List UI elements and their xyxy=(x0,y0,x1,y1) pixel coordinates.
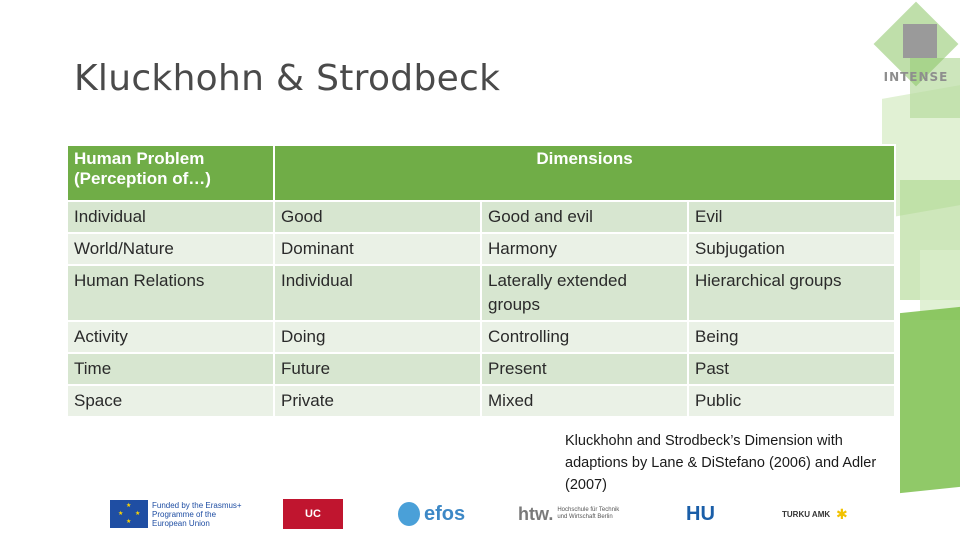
row-dimension-3: Subjugation xyxy=(688,233,895,265)
table-header-row xyxy=(67,145,895,201)
table-row xyxy=(67,265,895,321)
row-dimension-1: Private xyxy=(274,385,481,417)
row-problem: Human Relations xyxy=(67,265,274,321)
partner-logo-strip xyxy=(0,490,960,540)
htw-logo-subtext: Hochschule für Technik und Wirtschaft Berlin xyxy=(557,507,620,520)
eu-flag-icon: ★ ★ ★ ★ xyxy=(110,500,148,528)
uc-logo-text: UC xyxy=(283,499,343,529)
efos-mark-icon xyxy=(398,502,420,526)
table-row xyxy=(67,385,895,417)
brand-logo-text: INTENSE xyxy=(883,70,949,84)
brand-square-icon xyxy=(903,24,937,58)
efos-logo-text: efos xyxy=(424,502,466,525)
row-problem: Activity xyxy=(67,321,274,353)
hu-logo-text: HU xyxy=(686,502,715,525)
row-dimension-2: Good and evil xyxy=(481,201,688,233)
turku-logo-text: TURKU AMK xyxy=(782,509,831,519)
table-row xyxy=(67,233,895,265)
row-dimension-2: Controlling xyxy=(481,321,688,353)
star-icon: ✱ xyxy=(836,505,848,522)
decorative-shape xyxy=(900,307,960,493)
table-row xyxy=(67,201,895,233)
row-problem: World/Nature xyxy=(67,233,274,265)
row-dimension-3: Evil xyxy=(688,201,895,233)
row-dimension-2: Mixed xyxy=(481,385,688,417)
row-dimension-2: Harmony xyxy=(481,233,688,265)
htw-logo xyxy=(518,498,623,530)
row-dimension-1: Dominant xyxy=(274,233,481,265)
row-dimension-2: Present xyxy=(481,353,688,385)
row-problem: Individual xyxy=(67,201,274,233)
row-dimension-1: Good xyxy=(274,201,481,233)
row-dimension-3: Hierarchical groups xyxy=(688,265,895,321)
row-dimension-1: Individual xyxy=(274,265,481,321)
erasmus-logo-text: Funded by the Erasmus+ Programme of the European Union xyxy=(152,500,242,528)
row-dimension-3: Being xyxy=(688,321,895,353)
row-problem: Space xyxy=(67,385,274,417)
slide-title: Kluckhohn & Strodbeck xyxy=(74,58,501,99)
uc-logo xyxy=(283,498,343,530)
row-dimension-1: Future xyxy=(274,353,481,385)
row-dimension-1: Doing xyxy=(274,321,481,353)
dimensions-table xyxy=(66,144,896,418)
row-dimension-3: Past xyxy=(688,353,895,385)
row-dimension-2: Laterally extended groups xyxy=(481,265,688,321)
row-problem: Time xyxy=(67,353,274,385)
table-caption: Kluckhohn and Strodbeck’s Dimension with adaptions by Lane & DiStefano (2006) and Adler (2007) xyxy=(565,433,877,493)
header-human-problem: Human Problem (Perception of…) xyxy=(67,145,274,201)
header-dimensions: Dimensions xyxy=(274,145,895,201)
turku-logo xyxy=(782,498,848,530)
htw-logo-text: htw. xyxy=(518,503,554,524)
hu-logo xyxy=(686,498,715,530)
efos-logo xyxy=(398,498,465,530)
table-row xyxy=(67,353,895,385)
erasmus-logo xyxy=(110,498,242,530)
row-dimension-3: Public xyxy=(688,385,895,417)
table-row xyxy=(67,321,895,353)
